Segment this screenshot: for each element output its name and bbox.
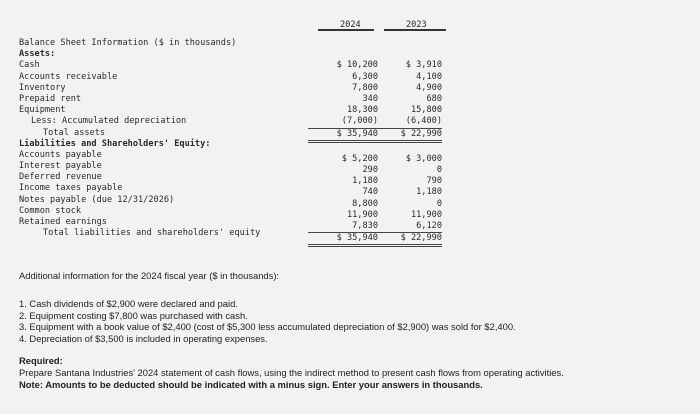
value-2024: 290 [362,165,378,176]
required-label: Required: [19,354,63,366]
value-2024: (7,000) [308,116,378,128]
header-rule-2023 [384,29,446,31]
value-2024: 740 [362,187,378,198]
value-2024: 6,300 [352,71,378,82]
value-2023: (6,400) [372,116,442,128]
row-label: Total liabilities and shareholders' equity [43,228,261,239]
value-2024: $ 5,200 [341,153,378,164]
value-2023: 4,900 [416,82,442,93]
year-2023-header: 2023 [406,20,427,30]
info-item: 4. Depreciation of $3,500 is included in operating expenses. [19,333,268,345]
value-2023: 0 [436,198,442,209]
info-item: 3. Equipment with a book value of $2,400 (cost of $5,300 less accumulated depreciation of $2,900) was sold for $2,400. [19,321,516,333]
column-2023 [372,49,442,247]
value-2023: 0 [436,165,442,176]
column-2024 [308,49,378,247]
year-2024-header: 2024 [340,20,361,30]
value-2023: $ 22,990 [372,233,442,247]
value-2024 [308,143,378,154]
value-2024: 18,300 [346,105,378,116]
value-2024: $ 10,200 [336,60,378,71]
row-labels [19,38,236,49]
value-2024: 7,800 [352,82,378,93]
row-label: Liabilities and Shareholders' Equity: [19,138,211,149]
sheet-title: Balance Sheet Information ($ in thousands) [19,38,237,48]
row-label: Interest payable [19,161,102,172]
value-2023: 4,100 [416,71,442,82]
row-label: Retained earnings [19,217,107,227]
row-label: Assets: [19,49,56,60]
balance-sheet [0,0,470,262]
row-label: Common stock [19,205,82,216]
value-2023: $ 3,000 [405,153,442,164]
row-label: Equipment [19,105,66,116]
header-rule-2024 [318,29,374,31]
additional-heading: Additional information for the 2024 fiscal year ($ in thousands): [19,270,280,281]
value-2024: 340 [362,93,378,104]
row-label: Less: Accumulated depreciation [31,116,187,127]
value-2024: 1,180 [352,176,378,187]
row-label: Notes payable (due 12/31/2026) [19,194,175,205]
value-2024: $ 35,940 [308,233,378,247]
row-label: Income taxes payable [19,183,123,194]
info-item: 1. Cash dividends of $2,900 were declared and paid. [19,297,238,309]
value-2024: 7,830 [308,221,378,233]
value-2024: 8,800 [352,198,378,209]
row-label: Total assets [43,127,106,138]
required-text: Prepare Santana Industries' 2024 statement of cash flows, using the indirect method to present cash flows from operating activities. [19,366,564,378]
value-2024: $ 35,940 [308,129,378,143]
value-2023: $ 3,910 [405,60,442,71]
info-item: 2. Equipment costing $7,800 was purchased with cash. [19,309,248,321]
note-text: Note: Amounts to be deducted should be indicated with a minus sign. Enter your answers in thousands. [19,378,483,390]
value-2024 [308,49,378,60]
row-label: Accounts payable [19,149,102,160]
value-2023: 6,120 [372,221,442,233]
value-2023: $ 22,990 [372,129,442,143]
value-2023: 1,180 [416,187,442,198]
row-label: Inventory [19,82,66,93]
row-label: Deferred revenue [19,172,102,183]
value-2023: 680 [426,93,442,104]
value-2023 [372,143,442,154]
value-2024: 11,900 [346,209,378,220]
value-2023 [372,49,442,60]
additional-info [19,270,689,390]
value-2023: 11,900 [410,209,442,220]
label-column [19,49,260,239]
value-2023: 790 [426,176,442,187]
info-items [19,298,689,345]
row-label: Accounts receivable [19,71,118,82]
row-label: Cash [19,60,40,71]
value-2023: 15,800 [410,105,442,116]
row-label: Prepaid rent [19,93,82,104]
